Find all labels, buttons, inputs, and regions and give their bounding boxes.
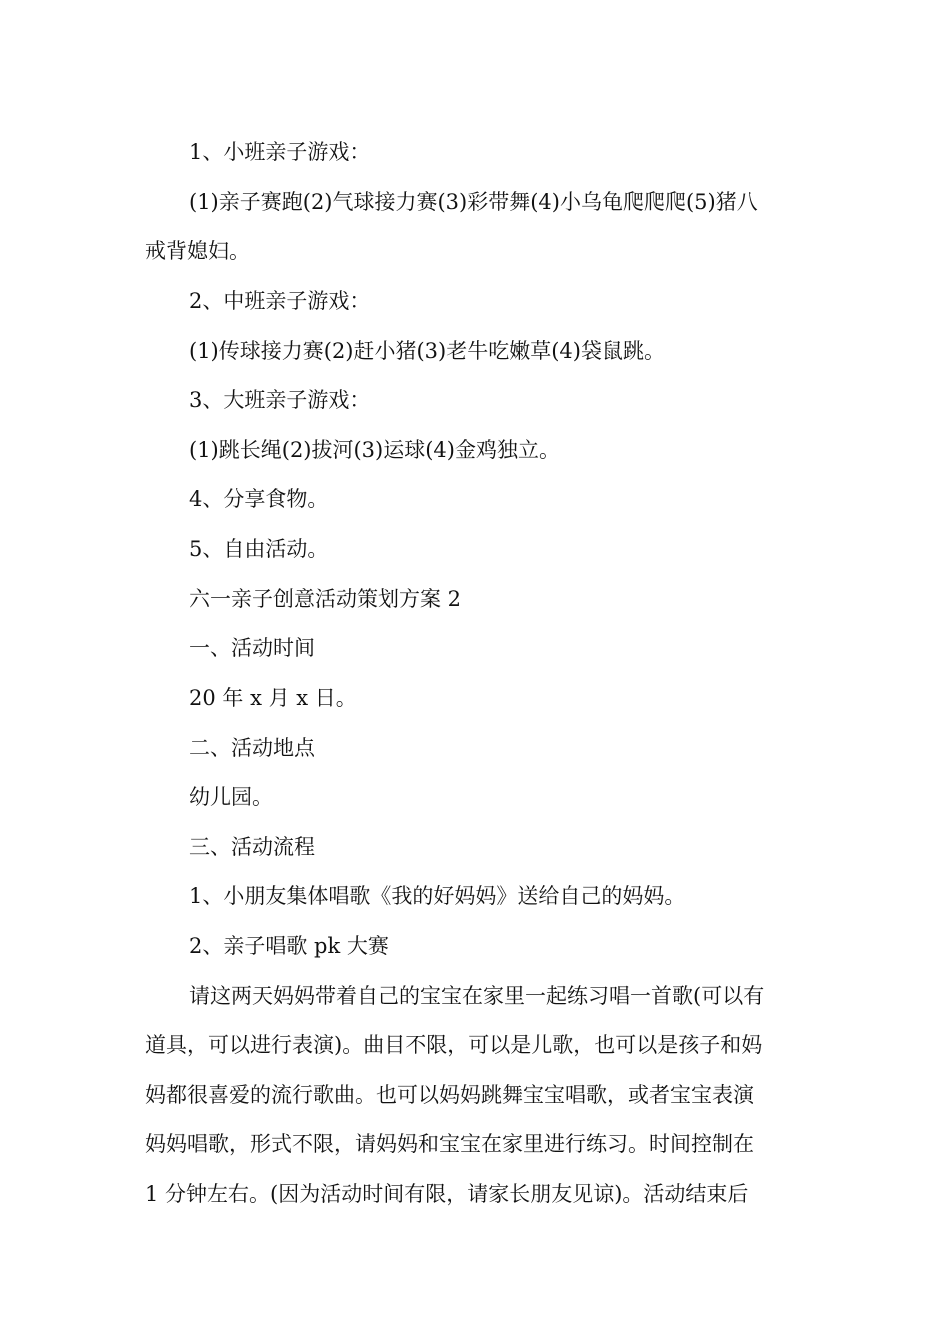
small-class-games-heading: 1、小班亲子游戏： [189, 140, 371, 164]
plan-2-title: 六一亲子创意活动策划方案 2 [189, 587, 462, 611]
paragraph-line-4: 妈妈唱歌，形式不限，请妈妈和宝宝在家里进行练习。时间控制在 [145, 1132, 754, 1156]
big-class-games-heading: 3、大班亲子游戏： [189, 388, 371, 412]
big-class-games-list: (1)跳长绳(2)拔河(3)运球(4)金鸡独立。 [189, 438, 560, 462]
section-place-heading: 二、活动地点 [189, 736, 315, 760]
free-activity-item: 5、自由活动。 [189, 537, 329, 561]
paragraph-line-3: 妈都很喜爱的流行歌曲。也可以妈妈跳舞宝宝唱歌，或者宝宝表演 [145, 1083, 754, 1107]
section-time-value: 20 年 x 月 x 日。 [189, 686, 357, 710]
share-food-item: 4、分享食物。 [189, 487, 329, 511]
small-class-games-list-cont: 戒背媳妇。 [145, 239, 250, 263]
process-step-2: 2、亲子唱歌 pk 大赛 [189, 934, 389, 958]
section-process-heading: 三、活动流程 [189, 835, 315, 859]
process-step-1: 1、小朋友集体唱歌《我的好妈妈》送给自己的妈妈。 [189, 884, 686, 908]
paragraph-line-5: 1 分钟左右。(因为活动时间有限，请家长朋友见谅)。活动结束后 [145, 1182, 749, 1206]
paragraph-line-2: 道具，可以进行表演)。曲目不限，可以是儿歌，也可以是孩子和妈 [145, 1033, 763, 1057]
section-place-value: 幼儿园。 [189, 785, 273, 809]
middle-class-games-list: (1)传球接力赛(2)赶小猪(3)老牛吃嫩草(4)袋鼠跳。 [189, 339, 665, 363]
section-time-heading: 一、活动时间 [189, 636, 315, 660]
paragraph-line-1: 请这两天妈妈带着自己的宝宝在家里一起练习唱一首歌(可以有 [189, 984, 765, 1008]
small-class-games-list: (1)亲子赛跑(2)气球接力赛(3)彩带舞(4)小乌龟爬爬爬(5)猪八 [189, 190, 758, 214]
middle-class-games-heading: 2、中班亲子游戏： [189, 289, 371, 313]
